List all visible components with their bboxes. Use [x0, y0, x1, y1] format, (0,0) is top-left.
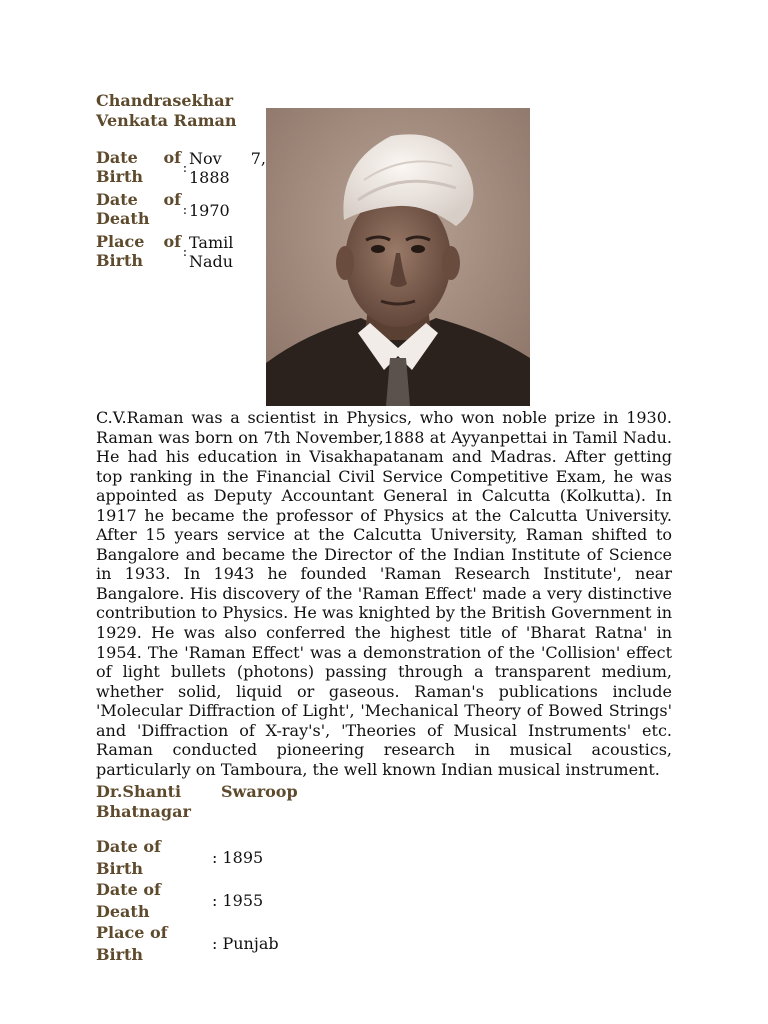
portrait-photo: [266, 108, 530, 406]
person2-name-line1-b: Swaroop: [221, 782, 298, 801]
value-word: Nadu: [189, 252, 234, 271]
person2-facts-table: [96, 836, 279, 965]
death-date-value: : 1955: [212, 890, 264, 910]
person1-name-line2: Venkata Raman: [96, 111, 237, 130]
place-of-birth-value: [189, 231, 266, 273]
colon: :: [182, 202, 188, 218]
birth-date-label: Date of Birth: [96, 837, 161, 878]
place-of-birth-label: Place of Birth: [96, 923, 168, 964]
person1-name-line1: Chandrasekhar: [96, 91, 234, 110]
value-word: Tamil: [189, 233, 234, 252]
person1-name: [96, 91, 237, 131]
birth-date-value: [189, 147, 266, 189]
person1-facts-table: [96, 147, 266, 273]
label-word: Date: [96, 147, 138, 167]
label-word: of: [163, 189, 181, 209]
person2-birth-row: [96, 836, 279, 879]
place-of-birth-label: [96, 231, 181, 273]
label-word: Birth: [96, 166, 144, 186]
death-date-value: 1970: [189, 200, 230, 220]
label-word: of: [163, 231, 181, 251]
label-word: of: [163, 147, 181, 167]
label-word: Date: [96, 189, 138, 209]
place-of-birth-value: : Punjab: [212, 933, 279, 953]
colon: :: [182, 160, 188, 176]
person1-birth-row: [96, 147, 266, 189]
person1-biography: C.V.Raman was a scientist in Physics, who won noble prize in 1930. Raman was born on 7th November,1888 at Ayyanpettai in Tamil Nadu. He had his education in Visakhapatanam and Madras. After getting top ranking in the Financial Civil Service Competitive Exam, he was appointed as Deputy Accountant General in Calcutta (Kolkutta). In 1917 he became the professor of Physics at the Calcutta University. After 15 years service at the Calcutta University, Raman shifted to Bangalore and became the Director of the Indian Institute of Science in 1933. In 1943 he founded 'Raman Research Institute', near Bangalore. His discovery of the 'Raman Effect' made a very distinctive contribution to Physics. He was knighted by the British Government in 1929. He was also conferred the highest title of 'Bharat Ratna' in 1954. The 'Raman Effect' was a demonstration of the 'Collision' effect of light bullets (photons) passing through a transparent medium, whether solid, liquid or gaseous. Raman's publications include 'Molecular Diffraction of Light', 'Mechanical Theory of Bowed Strings' and 'Diffraction of X-ray's', 'Theories of Musical Instruments' etc. Raman conducted pioneering research in musical acoustics, particularly on Tamboura, the well known Indian musical instrument.: [96, 408, 672, 779]
person2-place-row: [96, 922, 279, 965]
birth-date-value: : 1895: [212, 847, 264, 867]
death-date-label: [96, 189, 181, 231]
person2-death-row: [96, 879, 279, 922]
person2-name-line1-a: Dr.Shanti: [96, 782, 182, 801]
label-word: Place: [96, 231, 145, 251]
value-word: Nov: [189, 149, 222, 168]
value-word: 1888: [189, 168, 230, 187]
label-word: Birth: [96, 250, 144, 270]
person1-place-row: [96, 231, 266, 273]
person2-name-line2: Bhatnagar: [96, 802, 191, 821]
label-word: Death: [96, 208, 150, 228]
death-date-label: Date of Death: [96, 880, 161, 921]
birth-date-label: [96, 147, 181, 189]
value-word: 7,: [250, 149, 266, 168]
colon: :: [182, 244, 188, 260]
person1-death-row: [96, 189, 266, 231]
